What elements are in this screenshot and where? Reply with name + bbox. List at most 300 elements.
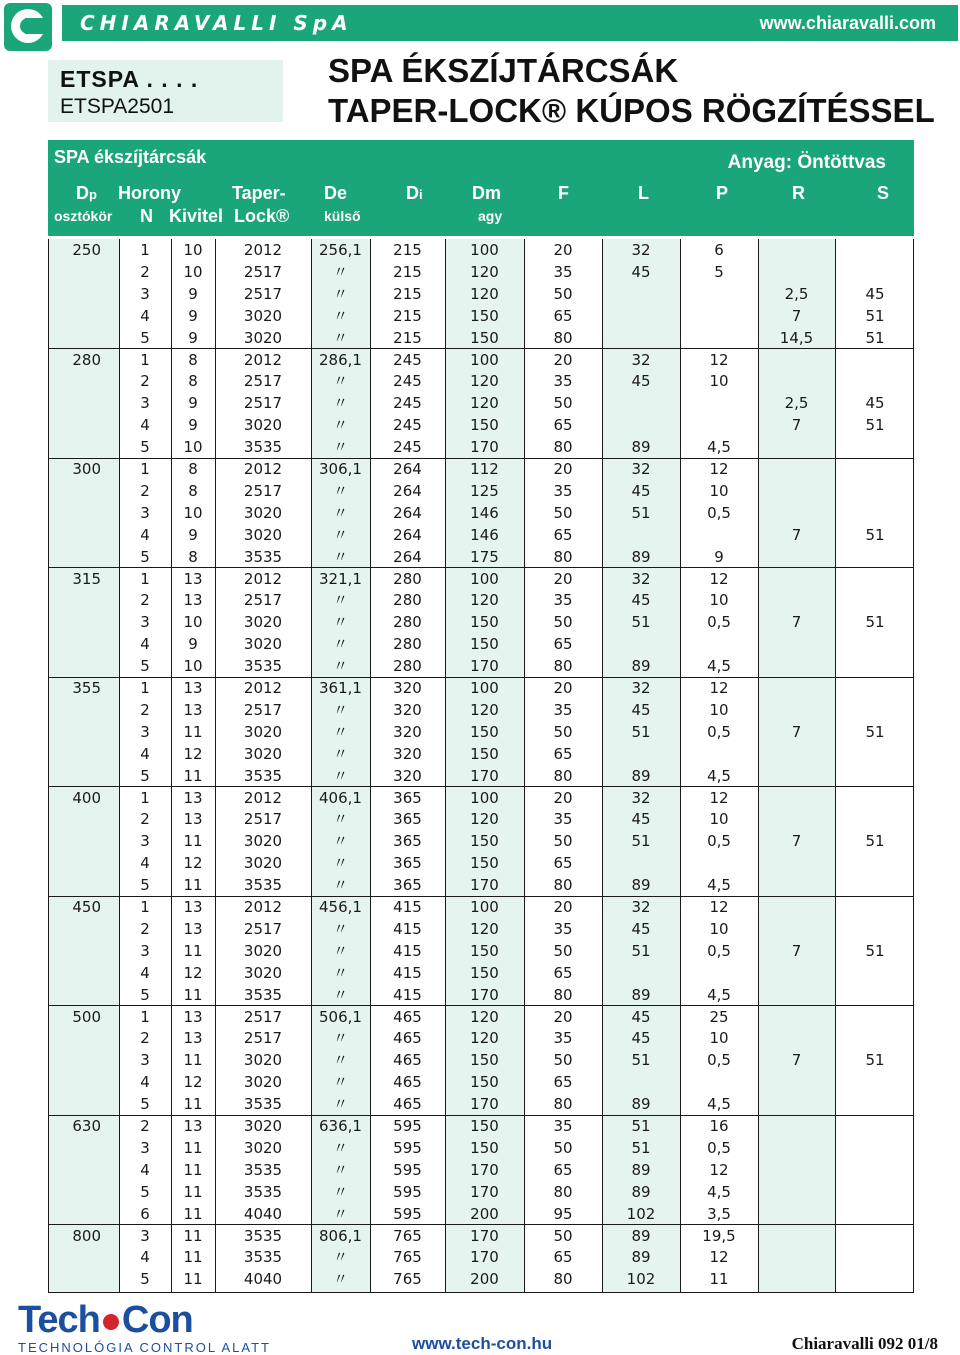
table-header <box>48 140 914 236</box>
table-cell: 12 <box>709 460 729 478</box>
table-cell: 89 <box>631 547 651 566</box>
table-cell: 3 <box>140 1226 150 1245</box>
table-cell: 35 <box>553 1029 573 1048</box>
table-cell: 5 <box>140 766 150 785</box>
table-row <box>49 765 913 787</box>
table-cell: 2 <box>140 919 150 938</box>
table-cell: 〃 <box>332 481 348 500</box>
table-cell: 0,5 <box>707 722 731 741</box>
table-cell: 20 <box>553 241 573 259</box>
table-cell: 20 <box>553 679 573 697</box>
table-cell: 13 <box>183 788 203 807</box>
table-cell: 11 <box>183 1270 203 1289</box>
table-cell: 5 <box>140 1095 150 1114</box>
company-website[interactable]: www.chiaravalli.com <box>759 13 936 33</box>
table-row <box>49 633 913 655</box>
table-cell: 280 <box>72 350 101 369</box>
table-cell: 〃 <box>332 700 348 719</box>
table-row <box>49 1181 913 1203</box>
table-cell: 2,5 <box>784 284 809 303</box>
table-row <box>49 589 913 611</box>
table-cell: 806,1 <box>319 1226 362 1245</box>
table-row <box>49 414 913 436</box>
table-cell: 5 <box>714 262 724 281</box>
table-cell: 45 <box>631 262 651 281</box>
table-cell: 200 <box>470 1270 499 1289</box>
page-title-line2: TAPER-LOCK® KÚPOS RÖGZÍTÉSSEL <box>328 92 935 129</box>
table-cell: 264 <box>393 547 422 566</box>
table-cell: 450 <box>72 898 101 916</box>
table-cell: 51 <box>865 832 885 851</box>
table-cell: 51 <box>631 1117 651 1135</box>
table-cell: 1 <box>140 460 150 478</box>
table-cell: 175 <box>470 547 499 566</box>
table-cell: 355 <box>72 679 101 697</box>
table-cell: 45 <box>865 394 885 413</box>
table-cell: 3020 <box>243 525 283 544</box>
table-cell: 2012 <box>243 241 283 259</box>
table-row <box>49 874 913 896</box>
table-cell: 245 <box>393 438 422 457</box>
dp-main: D <box>76 183 89 203</box>
table-cell: 50 <box>553 832 573 851</box>
table-cell: 3020 <box>243 1073 283 1092</box>
table-cell: 65 <box>553 744 573 763</box>
table-row <box>49 1137 913 1159</box>
table-cell: 12 <box>709 898 729 916</box>
table-cell: 280 <box>393 569 422 588</box>
table-row <box>49 940 913 962</box>
table-cell: 2012 <box>243 460 283 478</box>
table-cell: 4,5 <box>707 1182 731 1201</box>
table-cell: 365 <box>393 876 422 895</box>
table-cell: 12 <box>709 679 729 697</box>
brand-right: Con <box>121 1299 193 1341</box>
table-cell: 170 <box>470 1095 499 1114</box>
table-cell: 415 <box>393 919 422 938</box>
table-cell: 50 <box>553 722 573 741</box>
table-cell: 〃 <box>332 1248 348 1267</box>
table-cell: 9 <box>188 416 198 435</box>
table-cell: 11 <box>183 941 203 960</box>
table-cell: 3020 <box>243 941 283 960</box>
table-cell: 51 <box>631 832 651 851</box>
table-row <box>49 458 913 480</box>
table-cell: 150 <box>470 832 499 851</box>
table-cell: 〃 <box>332 810 348 829</box>
table-cell: 14,5 <box>779 328 814 347</box>
table-cell: 0,5 <box>707 613 731 632</box>
table-cell: 〃 <box>332 1095 348 1114</box>
table-cell: 32 <box>631 350 651 369</box>
table-cell: 3020 <box>243 744 283 763</box>
table-cell: 765 <box>393 1270 422 1289</box>
table-cell: 4,5 <box>707 766 731 785</box>
table-cell: 9 <box>188 328 198 347</box>
table-cell: 50 <box>553 503 573 522</box>
table-cell: 170 <box>470 1248 499 1267</box>
table-cell: 7 <box>791 613 802 632</box>
table-cell: 3020 <box>243 635 283 654</box>
table-cell: 365 <box>393 832 422 851</box>
table-cell: 10 <box>709 481 729 500</box>
col-header-kivitel: Kivitel <box>169 206 224 226</box>
table-cell: 150 <box>470 1117 499 1135</box>
table-cell: 4040 <box>243 1204 283 1223</box>
table-cell: 11 <box>183 1095 203 1114</box>
table-cell: 2517 <box>243 481 283 500</box>
table-cell: 10 <box>183 613 203 632</box>
table-cell: 8 <box>188 460 198 478</box>
table-cell: 120 <box>470 394 499 413</box>
table-cell: 51 <box>865 525 885 544</box>
table-cell: 0,5 <box>707 832 731 851</box>
material-label: Anyag: Öntöttvas <box>727 152 886 173</box>
table-cell: 11 <box>183 766 203 785</box>
table-cell: 32 <box>631 679 651 697</box>
table-cell: 800 <box>72 1226 101 1245</box>
table-cell: 2012 <box>243 569 283 588</box>
table-cell: 215 <box>393 241 422 259</box>
table-cell: 365 <box>393 810 422 829</box>
table-row <box>49 918 913 940</box>
table-cell: 120 <box>470 1007 499 1026</box>
table-row <box>49 1093 913 1115</box>
table-cell: 320 <box>393 700 422 719</box>
table-cell: 400 <box>72 788 101 807</box>
table-cell: 〃 <box>332 832 348 851</box>
table-row <box>49 962 913 984</box>
col-header-taper-bottom: Lock® <box>234 206 290 226</box>
table-cell: 45 <box>631 1007 651 1026</box>
table-cell: 150 <box>470 1138 499 1157</box>
table-cell: 11 <box>183 1226 203 1245</box>
table-cell: 〃 <box>332 416 348 435</box>
table-cell: 13 <box>183 1007 203 1026</box>
table-cell: 170 <box>470 766 499 785</box>
table-cell: 3020 <box>243 832 283 851</box>
table-cell: 4040 <box>243 1270 283 1289</box>
table-cell: 7 <box>791 1051 802 1070</box>
table-row <box>49 655 913 677</box>
table-cell: 35 <box>553 591 573 610</box>
table-cell: 4,5 <box>707 438 731 457</box>
table-cell: 765 <box>393 1248 422 1267</box>
table-cell: 320 <box>393 744 422 763</box>
table-cell: 264 <box>393 525 422 544</box>
table-cell: 10 <box>709 372 729 391</box>
table-cell: 〃 <box>332 919 348 938</box>
company-logo <box>4 3 52 51</box>
table-cell: 4 <box>140 1160 150 1179</box>
table-row <box>49 1027 913 1049</box>
table-cell: 45 <box>631 919 651 938</box>
table-cell: 89 <box>631 657 651 676</box>
table-cell: 100 <box>470 241 499 259</box>
table-cell: 65 <box>553 635 573 654</box>
table-cell: 65 <box>553 416 573 435</box>
dp-sub: p <box>89 187 97 202</box>
table-cell: 11 <box>183 722 203 741</box>
table-cell: 〃 <box>332 525 348 544</box>
table-cell: 120 <box>470 591 499 610</box>
table-cell: 89 <box>631 1095 651 1114</box>
table-cell: 150 <box>470 1073 499 1092</box>
table-row <box>49 305 913 327</box>
table-cell: 120 <box>470 372 499 391</box>
table-cell: 65 <box>553 1073 573 1092</box>
col-header-f: F <box>558 183 569 203</box>
table-cell: 465 <box>393 1095 422 1114</box>
table-cell: 7 <box>791 306 802 325</box>
table-cell: 120 <box>470 810 499 829</box>
table-row <box>49 852 913 874</box>
table-cell: 306,1 <box>319 460 362 478</box>
col-header-dp <box>76 183 97 204</box>
table-row <box>49 327 913 349</box>
table-cell: 102 <box>626 1204 656 1223</box>
table-cell: 10 <box>709 700 729 719</box>
table-cell: 50 <box>553 613 573 632</box>
table-cell: 264 <box>393 503 422 522</box>
table-cell: 35 <box>553 262 573 281</box>
table-cell: 7 <box>791 525 802 544</box>
table-cell: 65 <box>553 306 573 325</box>
table-cell: 120 <box>470 1029 499 1048</box>
table-cell: 102 <box>626 1270 656 1289</box>
col-header-dm: Dm <box>472 183 502 203</box>
table-cell: 20 <box>553 569 573 588</box>
table-row <box>49 392 913 414</box>
table-row <box>49 546 913 568</box>
table-cell: 80 <box>553 657 573 676</box>
table-cell: 2517 <box>243 1007 283 1026</box>
table-cell: 3 <box>140 613 150 632</box>
table-cell: 280 <box>393 613 422 632</box>
table-cell: 100 <box>470 898 499 916</box>
col-header-dp-under: osztókör <box>54 208 113 224</box>
table-cell: 10 <box>183 438 203 457</box>
table-row <box>49 808 913 830</box>
table-cell: 13 <box>183 569 203 588</box>
col-header-taper-top: Taper- <box>232 183 286 203</box>
table-cell: 2517 <box>243 372 283 391</box>
table-cell: 3535 <box>243 1182 283 1201</box>
table-cell: 4 <box>140 1073 150 1092</box>
table-cell: 50 <box>553 284 573 303</box>
table-cell: 4 <box>140 525 150 544</box>
table-cell: 51 <box>865 1051 885 1070</box>
table-cell: 10 <box>709 591 729 610</box>
table-cell: 50 <box>553 1051 573 1070</box>
table-cell: 12 <box>709 1160 729 1179</box>
table-cell: 0,5 <box>707 1051 731 1070</box>
table-cell: 13 <box>183 919 203 938</box>
table-cell: 12 <box>709 569 729 588</box>
table-cell: 9 <box>188 525 198 544</box>
table-cell: 45 <box>631 1029 651 1048</box>
table-cell: 112 <box>470 460 499 478</box>
table-cell: 〃 <box>332 766 348 785</box>
table-cell: 12 <box>183 854 203 873</box>
table-cell: 89 <box>631 1248 651 1267</box>
table-cell: 3020 <box>243 1051 283 1070</box>
table-row <box>49 502 913 524</box>
table-cell: 2517 <box>243 1029 283 1048</box>
table-cell: 11 <box>183 1182 203 1201</box>
table-cell: 506,1 <box>319 1007 362 1026</box>
table-cell: 636,1 <box>319 1117 362 1135</box>
table-cell: 4 <box>140 416 150 435</box>
col-header-r: R <box>792 183 805 203</box>
table-cell: 2517 <box>243 591 283 610</box>
table-cell: 120 <box>470 919 499 938</box>
table-cell: 16 <box>709 1117 729 1135</box>
table-cell: 2 <box>140 262 150 281</box>
col-header-l: L <box>638 183 649 203</box>
col-header-p: P <box>716 183 729 203</box>
table-cell: 3535 <box>243 1095 283 1114</box>
table-cell: 11 <box>183 985 203 1004</box>
table-cell: 〃 <box>332 635 348 654</box>
col-header-de-under: külső <box>324 208 361 224</box>
table-cell: 〃 <box>332 985 348 1004</box>
table-cell: 65 <box>553 525 573 544</box>
table-cell: 10 <box>709 1029 729 1048</box>
table-cell: 〃 <box>332 591 348 610</box>
table-cell: 9 <box>188 394 198 413</box>
table-cell: 89 <box>631 1160 651 1179</box>
table-cell: 125 <box>470 481 499 500</box>
table-cell: 4 <box>140 854 150 873</box>
table-cell: 215 <box>393 306 422 325</box>
table-cell: 10 <box>709 810 729 829</box>
table-row <box>49 261 913 283</box>
table-cell: 8 <box>188 372 198 391</box>
table-cell: 25 <box>709 1007 729 1026</box>
brand-dot-icon <box>103 1314 119 1330</box>
table-cell: 300 <box>72 460 101 478</box>
table-cell: 45 <box>631 481 651 500</box>
table-cell: 0,5 <box>707 941 731 960</box>
table-cell: 50 <box>553 941 573 960</box>
table-cell: 264 <box>393 460 422 478</box>
table-row <box>49 524 913 546</box>
table-cell: 45 <box>631 700 651 719</box>
table-cell: 80 <box>553 547 573 566</box>
footer-website[interactable]: www.tech-con.hu <box>412 1334 553 1353</box>
product-code-sub: ETSPA2501 <box>60 95 175 118</box>
table-cell: 3020 <box>243 722 283 741</box>
col-header-dm-under: agy <box>478 208 503 224</box>
table-cell: 120 <box>470 284 499 303</box>
table-cell: 465 <box>393 1051 422 1070</box>
table-cell: 〃 <box>332 262 348 281</box>
table-cell: 150 <box>470 1051 499 1070</box>
table-cell: 〃 <box>332 1029 348 1048</box>
table-cell: 4 <box>140 963 150 982</box>
table-cell: 3020 <box>243 328 283 347</box>
table-cell: 5 <box>140 876 150 895</box>
table-cell: 〃 <box>332 941 348 960</box>
table-cell: 2 <box>140 810 150 829</box>
table-cell: 35 <box>553 1117 573 1135</box>
table-cell: 〃 <box>332 1270 348 1289</box>
table-cell: 〃 <box>332 1138 348 1157</box>
table-cell: 〃 <box>332 547 348 566</box>
table-row <box>49 1246 913 1268</box>
table-row <box>49 436 913 458</box>
col-header-n: N <box>140 206 153 226</box>
table-cell: 〃 <box>332 744 348 763</box>
table-cell: 250 <box>72 241 101 259</box>
table-row <box>49 349 913 371</box>
table-cell: 170 <box>470 438 499 457</box>
table-cell: 3535 <box>243 547 283 566</box>
table-cell: 〃 <box>332 1051 348 1070</box>
table-cell: 150 <box>470 613 499 632</box>
table-cell: 〃 <box>332 394 348 413</box>
table-cell: 3 <box>140 284 150 303</box>
table-cell: 80 <box>553 438 573 457</box>
table-cell: 10 <box>183 657 203 676</box>
table-cell: 406,1 <box>319 788 362 807</box>
table-row <box>49 239 913 261</box>
table-cell: 20 <box>553 460 573 478</box>
table-cell: 80 <box>553 1095 573 1114</box>
table-cell: 12 <box>709 788 729 807</box>
table-cell: 1 <box>140 241 150 259</box>
table-cell: 3535 <box>243 766 283 785</box>
table-cell: 〃 <box>332 722 348 741</box>
table-cell: 2517 <box>243 394 283 413</box>
table-cell: 〃 <box>332 657 348 676</box>
table-cell: 80 <box>553 985 573 1004</box>
table-cell: 〃 <box>332 1160 348 1179</box>
table-cell: 4 <box>140 744 150 763</box>
table-cell: 80 <box>553 1270 573 1289</box>
table-cell: 3020 <box>243 963 283 982</box>
table-cell: 20 <box>553 1007 573 1026</box>
table-cell: 〃 <box>332 503 348 522</box>
table-cell: 415 <box>393 985 422 1004</box>
table-cell: 264 <box>393 481 422 500</box>
table-cell: 89 <box>631 766 651 785</box>
table-cell: 170 <box>470 1160 499 1179</box>
table-cell: 5 <box>140 985 150 1004</box>
table-cell: 245 <box>393 394 422 413</box>
table-cell: 595 <box>393 1138 422 1157</box>
table-cell: 4 <box>140 1248 150 1267</box>
table-cell: 80 <box>553 328 573 347</box>
table-cell: 65 <box>553 1160 573 1179</box>
table-cell: 3,5 <box>707 1204 731 1223</box>
table-cell: 〃 <box>332 963 348 982</box>
table-cell: 245 <box>393 416 422 435</box>
table-cell: 5 <box>140 547 150 566</box>
table-cell: 65 <box>553 1248 573 1267</box>
table-cell: 12 <box>709 350 729 369</box>
table-cell: 11 <box>183 1248 203 1267</box>
table-cell: 3020 <box>243 306 283 325</box>
table-cell: 170 <box>470 985 499 1004</box>
table-cell: 〃 <box>332 284 348 303</box>
table-cell: 280 <box>393 657 422 676</box>
table-cell: 32 <box>631 788 651 807</box>
table-cell: 11 <box>709 1270 729 1289</box>
col-header-de: De <box>324 183 348 203</box>
table-cell: 89 <box>631 876 651 895</box>
